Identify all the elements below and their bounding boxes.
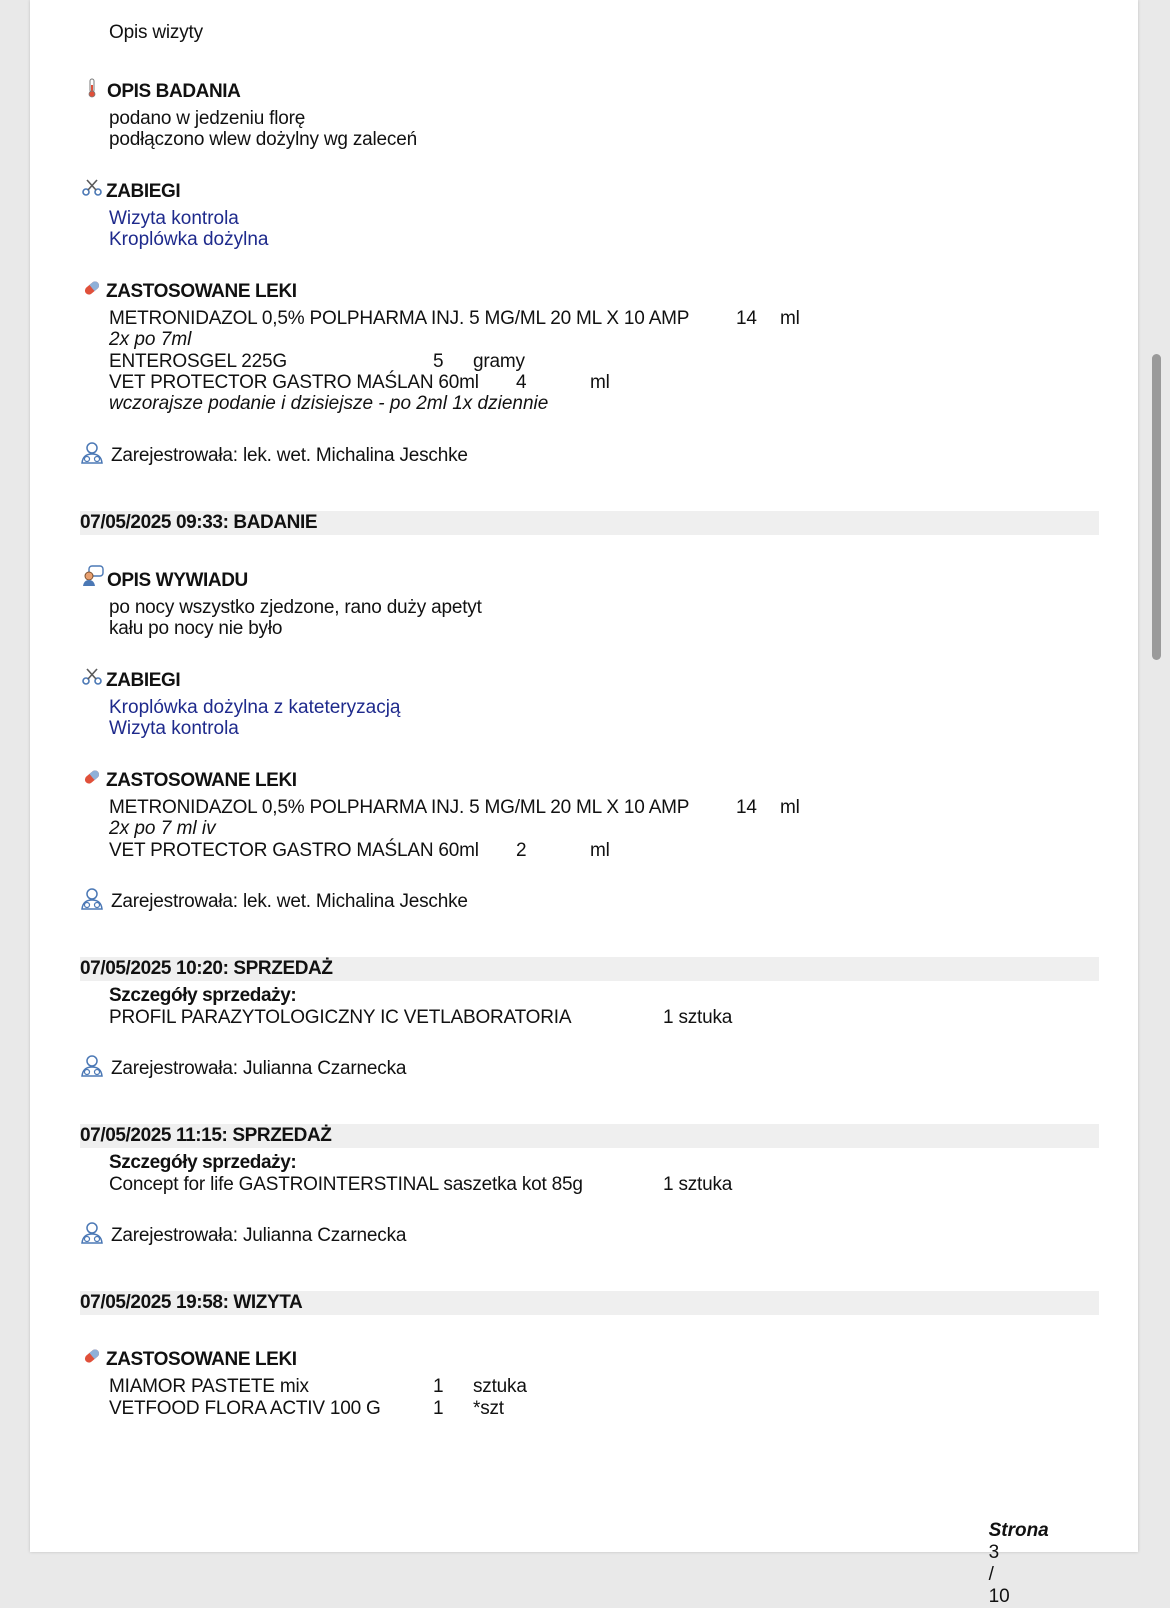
- drug-qty: 5: [433, 351, 444, 372]
- entry-header: 07/05/2025 10:20: SPRZEDAŻ: [80, 958, 333, 979]
- drug-name: METRONIDAZOL 0,5% POLPHARMA INJ. 5 MG/ML 20 ML X 10 AMP: [109, 308, 690, 329]
- drug-qty: 1: [433, 1376, 444, 1397]
- drug-qty: 4: [516, 372, 527, 393]
- sale-item-name: PROFIL PARAZYTOLOGICZNY IC VETLABORATORIA: [109, 1007, 572, 1028]
- drug-note: wczorajsze podanie i dzisiejsze - po 2ml 1x dziennie: [109, 393, 549, 414]
- drugs-title: ZASTOSOWANE LEKI: [106, 770, 297, 791]
- drug-qty: 2: [516, 840, 527, 861]
- user-icon: [80, 442, 104, 464]
- drug-name: MIAMOR PASTETE mix: [109, 1376, 309, 1397]
- procedures-title: ZABIEGI: [106, 181, 181, 202]
- drug-unit: ml: [780, 797, 800, 818]
- scrollbar-thumb[interactable]: [1152, 354, 1161, 660]
- sale-item-name: Concept for life GASTROINTERSTINAL saszetka kot 85g: [109, 1174, 583, 1195]
- entry-header: 07/05/2025 11:15: SPRZEDAŻ: [80, 1125, 332, 1146]
- registered-by: Zarejestrowała: Julianna Czarnecka: [111, 1058, 407, 1079]
- drug-note: 2x po 7ml: [109, 329, 192, 350]
- drug-unit: gramy: [473, 351, 525, 372]
- entry-header-bar: [80, 1291, 1099, 1315]
- interview-line-2: kału po nocy nie było: [109, 618, 283, 639]
- sale-details-label: Szczegóły sprzedaży:: [109, 985, 297, 1006]
- page-label: Strona: [988, 1520, 1049, 1541]
- page-separator: /: [988, 1564, 994, 1585]
- page-number: 3: [988, 1542, 1000, 1563]
- entry-header-bar: [80, 511, 1099, 535]
- interview-line-1: po nocy wszystko zjedzone, rano duży apetyt: [109, 597, 482, 618]
- entry-header-bar: [80, 957, 1099, 981]
- sale-item-qty: 1 sztuka: [663, 1007, 733, 1028]
- procedure-link-2[interactable]: Kroplówka dożylna: [109, 229, 269, 250]
- pill-icon: [82, 279, 102, 297]
- registered-by: Zarejestrowała: lek. wet. Michalina Jeschke: [111, 445, 468, 466]
- sale-item-qty: 1 sztuka: [663, 1174, 733, 1195]
- registered-by: Zarejestrowała: lek. wet. Michalina Jeschke: [111, 891, 468, 912]
- entry-header-bar: [80, 1124, 1099, 1148]
- exam-line-1: podano w jedzeniu florę: [109, 108, 306, 129]
- drug-unit: *szt: [473, 1398, 504, 1419]
- scissors-icon: [82, 668, 102, 686]
- procedure-link-1[interactable]: Kroplówka dożylna z kateteryzacją: [109, 697, 401, 718]
- drug-name: VETFOOD FLORA ACTIV 100 G: [109, 1398, 381, 1419]
- page-footer: [978, 1498, 1049, 1608]
- sale-details-label: Szczegóły sprzedaży:: [109, 1152, 297, 1173]
- procedure-link-2[interactable]: Wizyta kontrola: [109, 718, 239, 739]
- exam-description-title: OPIS BADANIA: [107, 81, 241, 102]
- procedure-link-1[interactable]: Wizyta kontrola: [109, 208, 239, 229]
- user-icon: [80, 1222, 104, 1244]
- drug-name: METRONIDAZOL 0,5% POLPHARMA INJ. 5 MG/ML 20 ML X 10 AMP: [109, 797, 690, 818]
- thermometer-icon: [86, 78, 98, 98]
- drugs-title: ZASTOSOWANE LEKI: [106, 281, 297, 302]
- drug-unit: sztuka: [473, 1376, 527, 1397]
- drug-note: 2x po 7 ml iv: [109, 818, 216, 839]
- drug-unit: ml: [590, 372, 610, 393]
- entry-header: 07/05/2025 19:58: WIZYTA: [80, 1292, 303, 1313]
- exam-line-2: podłączono wlew dożylny wg zaleceń: [109, 129, 417, 150]
- scissors-icon: [82, 179, 102, 197]
- interview-title: OPIS WYWIADU: [107, 570, 248, 591]
- drug-name: ENTEROSGEL 225G: [109, 351, 287, 372]
- pill-icon: [82, 768, 102, 786]
- procedures-title: ZABIEGI: [106, 670, 181, 691]
- drugs-title: ZASTOSOWANE LEKI: [106, 1349, 297, 1370]
- entry-header: 07/05/2025 09:33: BADANIE: [80, 512, 318, 533]
- drug-qty: 14: [736, 308, 757, 329]
- registered-by: Zarejestrowała: Julianna Czarnecka: [111, 1225, 407, 1246]
- drug-qty: 14: [736, 797, 757, 818]
- drug-unit: ml: [590, 840, 610, 861]
- drug-qty: 1: [433, 1398, 444, 1419]
- drug-name: VET PROTECTOR GASTRO MAŚLAN 60ml: [109, 372, 479, 393]
- drug-unit: ml: [780, 308, 800, 329]
- user-icon: [80, 888, 104, 910]
- page-total: 10: [988, 1586, 1010, 1607]
- pill-icon: [82, 1347, 102, 1365]
- drug-name: VET PROTECTOR GASTRO MAŚLAN 60ml: [109, 840, 479, 861]
- interview-icon: [82, 565, 104, 587]
- user-icon: [80, 1055, 104, 1077]
- visit-description-label: Opis wizyty: [109, 22, 203, 43]
